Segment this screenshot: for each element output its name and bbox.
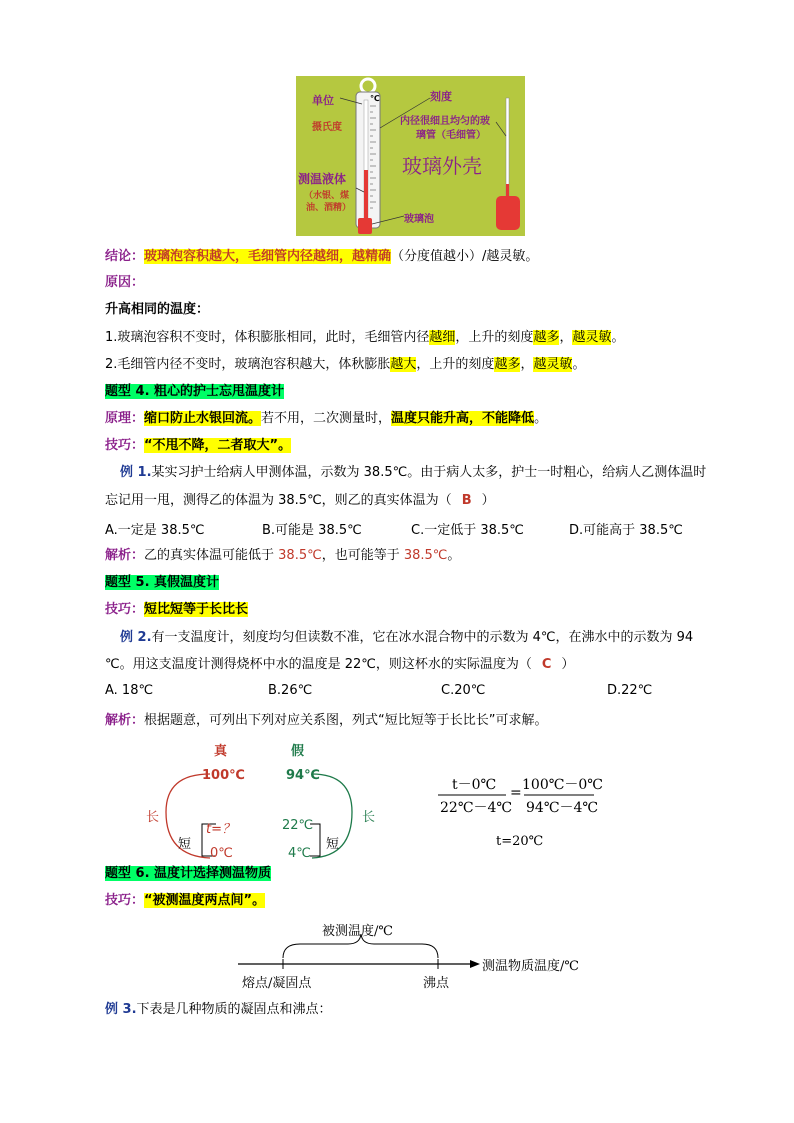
ex1-option-b: B.可能是 38.5℃ bbox=[262, 523, 362, 538]
ex2-option-d: D.22℃ bbox=[607, 683, 653, 698]
analysis2-line: 解析：根据题意，可列出下列对应关系图，列式“短比短等于长比长”可求解。 bbox=[105, 713, 548, 728]
capillary-label-2: 璃管（毛细管） bbox=[416, 130, 486, 141]
formula-equals: = bbox=[510, 785, 522, 801]
false-label: 假 bbox=[291, 744, 305, 759]
liquid-types-2: 油、酒精） bbox=[306, 203, 352, 213]
celsius-label: 摄氏度 bbox=[312, 122, 342, 133]
unit-symbol: ℃ bbox=[370, 94, 380, 103]
ex2-line1: 例 2.有一支温度计，刻度均匀但读数不准，它在冰水混合物中的示数为 4℃，在沸水中的示数为 94 bbox=[120, 630, 694, 645]
long-label-left: 长 bbox=[146, 810, 160, 825]
axis-arrow-label: 测温物质温度/℃ bbox=[482, 959, 579, 974]
true-t: t=？ bbox=[206, 822, 235, 837]
formula-num-left: t－0℃ bbox=[452, 777, 497, 793]
shell-label: 玻璃外壳 bbox=[402, 154, 482, 178]
long-label-right: 长 bbox=[362, 810, 376, 825]
ex1-option-a: A.一定是 38.5℃ bbox=[105, 523, 205, 538]
axis-top-label: 被测温度/℃ bbox=[322, 924, 393, 939]
unit-label: 单位 bbox=[312, 94, 334, 107]
tip6-line: 技巧：“被测温度两点间”。 bbox=[105, 893, 266, 908]
thermometer-figure bbox=[296, 76, 525, 236]
short-label-right: 短 bbox=[326, 837, 340, 852]
formula-num-right: 100℃－0℃ bbox=[522, 777, 603, 793]
true-0: 0℃ bbox=[210, 846, 233, 861]
scale-label: 刻度 bbox=[430, 90, 452, 103]
liquid-types-1: （水银、煤 bbox=[304, 191, 350, 201]
rise-title: 升高相同的温度： bbox=[105, 302, 210, 317]
tip5-line: 技巧：短比短等于长比长 bbox=[105, 602, 249, 617]
type4-heading: 题型 4. 粗心的护士忘甩温度计 bbox=[105, 384, 285, 399]
false-94: 94℃ bbox=[286, 768, 320, 783]
reason-label: 原因： bbox=[105, 275, 145, 290]
ex1-answer: B bbox=[461, 493, 472, 508]
capillary-label-1: 内径很细且均匀的玻 bbox=[400, 116, 490, 127]
principle-line: 原理：缩口防止水银回流。若不用，二次测量时，温度只能升高，不能降低。 bbox=[105, 411, 548, 426]
ex1-option-c: C.一定低于 38.5℃ bbox=[411, 523, 524, 538]
ex2-option-c: C.20℃ bbox=[441, 683, 486, 698]
ex1-line2: 忘记用一甩，测得乙的体温为 38.5℃，则乙的真实体温为（ B ） bbox=[105, 493, 495, 508]
axis-boil-label: 沸点 bbox=[423, 976, 450, 991]
ex2-line2: ℃。用这支温度计测得烧杯中水的温度是 22℃，则这杯水的实际温度为（ C ） bbox=[105, 657, 575, 672]
formula-den-left: 22℃－4℃ bbox=[440, 800, 513, 816]
type5-heading: 题型 5. 真假温度计 bbox=[105, 575, 220, 590]
bulb-label: 玻璃泡 bbox=[404, 214, 434, 225]
analysis1-line: 解析：乙的真实体温可能低于 38.5℃，也可能等于 38.5℃。 bbox=[105, 548, 461, 563]
ex2-answer: C bbox=[541, 657, 552, 672]
ex2-option-b: B.26℃ bbox=[268, 683, 313, 698]
true-label: 真 bbox=[214, 744, 228, 759]
point-2: 2.毛细管内径不变时，玻璃泡容积越大，体秋膨胀越大，上升的刻度越多，越灵敏。 bbox=[105, 357, 586, 372]
type6-heading: 题型 6. 温度计选择测温物质 bbox=[105, 866, 272, 881]
formula-den-right: 94℃－4℃ bbox=[526, 800, 599, 816]
ex1-option-d: D.可能高于 38.5℃ bbox=[569, 523, 683, 538]
ex2-option-a: A. 18℃ bbox=[105, 683, 154, 698]
tip4-line: 技巧：“不甩不降，二者取大”。 bbox=[105, 438, 292, 453]
false-4: 4℃ bbox=[288, 846, 311, 861]
formula-result: t=20℃ bbox=[496, 834, 544, 849]
false-22: 22℃ bbox=[282, 818, 314, 833]
ex1-line1: 例 1.某实习护士给病人甲测体温，示数为 38.5℃。由于病人太多，护士一时粗心，给病人乙测体温时 bbox=[120, 465, 707, 480]
short-label-left: 短 bbox=[178, 837, 192, 852]
axis-melt-label: 熔点/凝固点 bbox=[242, 976, 312, 991]
liquid-label: 测温液体 bbox=[298, 172, 347, 186]
ex3-line: 例 3.下表是几种物质的凝固点和沸点： bbox=[105, 1002, 332, 1017]
point-1: 1.玻璃泡容积不变时，体积膨胀相同，此时，毛细管内径越细，上升的刻度越多，越灵敏。 bbox=[105, 330, 625, 345]
true-100: 100℃ bbox=[202, 768, 245, 783]
conclusion-line: 结论：玻璃泡容积越大，毛细管内径越细，越精确（分度值越小）/越灵敏。 bbox=[105, 249, 539, 264]
